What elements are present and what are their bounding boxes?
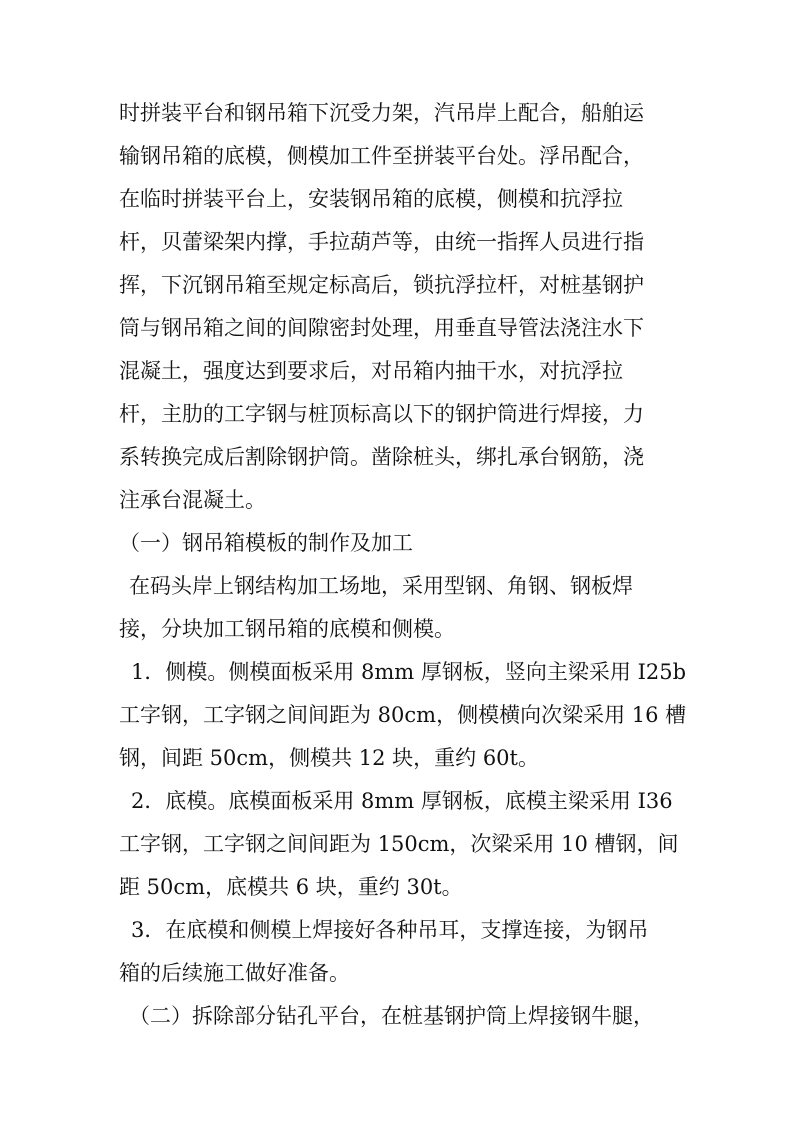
- list-item-1-line: 工字钢，工字钢之间间距为 80cm，侧模横向次梁采用 16 槽: [119, 703, 687, 727]
- paragraph-line: 在码头岸上钢结构加工场地，采用型钢、角钢、钢板焊: [129, 574, 633, 598]
- list-item-3-line: 3．在底模和侧模上焊接好各种吊耳，支撑连接，为钢吊: [131, 918, 649, 942]
- paragraph-line: 杆，贝蕾梁架内撑，手拉葫芦等，由统一指挥人员进行指: [119, 230, 644, 254]
- paragraph-line: 输钢吊箱的底模，侧模加工件至拼装平台处。浮吊配合，: [119, 144, 644, 168]
- list-item-2-line: 距 50cm，底模共 6 块，重约 30t。: [119, 875, 463, 899]
- paragraph-line: 混凝土，强度达到要求后，对吊箱内抽干水，对抗浮拉: [119, 359, 623, 383]
- paragraph-line: 系转换完成后割除钢护筒。凿除桩头，绑扎承台钢筋，浇: [119, 445, 644, 469]
- section-heading-2: （二）拆除部分钻孔平台，在桩基钢护筒上焊接钢牛腿，: [129, 1004, 654, 1028]
- paragraph-line: 在临时拼装平台上，安装钢吊箱的底模，侧模和抗浮拉: [119, 187, 623, 211]
- paragraph-line: 挥，下沉钢吊箱至规定标高后，锁抗浮拉杆，对桩基钢护: [119, 273, 644, 297]
- list-item-1-line: 钢，间距 50cm，侧模共 12 块，重约 60t。: [119, 746, 539, 770]
- paragraph-line: 筒与钢吊箱之间的间隙密封处理，用垂直导管法浇注水下: [119, 316, 644, 340]
- list-item-2-line: 工字钢，工字钢之间间距为 150cm，次梁采用 10 槽钢，间: [119, 832, 679, 856]
- paragraph-line: 接，分块加工钢吊箱的底模和侧模。: [119, 617, 455, 641]
- paragraph-line: 时拼装平台和钢吊箱下沉受力架，汽吊岸上配合，船舶运: [119, 101, 644, 125]
- list-item-3-line: 箱的后续施工做好准备。: [119, 961, 350, 985]
- paragraph-line: 注承台混凝土。: [119, 488, 266, 512]
- section-heading-1: （一）钢吊箱模板的制作及加工: [119, 531, 413, 555]
- paragraph-line: 杆，主肋的工字钢与桩顶标高以下的钢护筒进行焊接，力: [119, 402, 644, 426]
- list-item-1-line: 1．侧模。侧模面板采用 8mm 厚钢板，竖向主梁采用 I25b: [131, 660, 687, 684]
- list-item-2-line: 2．底模。底模面板采用 8mm 厚钢板，底模主梁采用 I36: [131, 789, 673, 813]
